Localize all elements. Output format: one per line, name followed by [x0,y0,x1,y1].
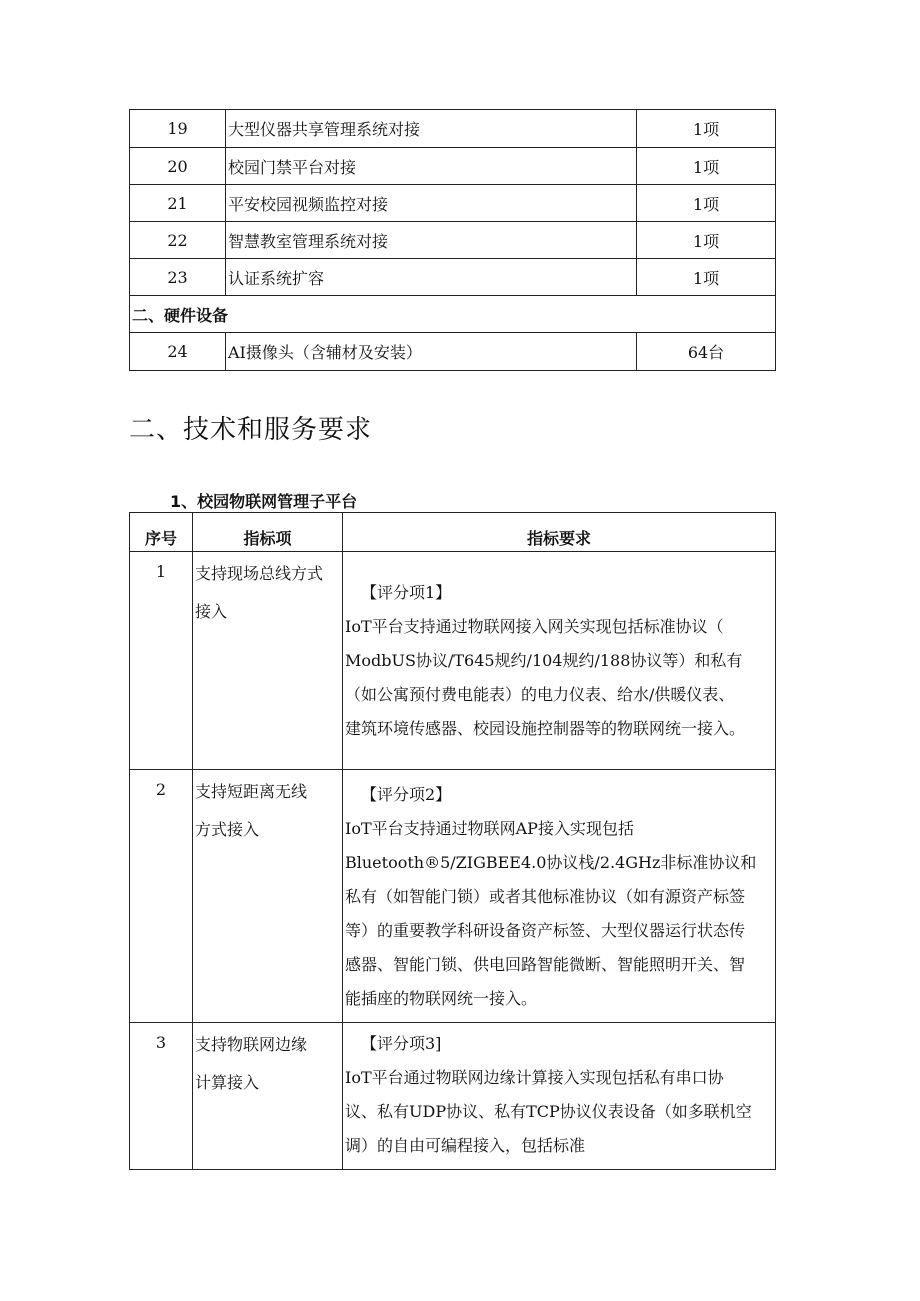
row-name: 校园门禁平台对接 [226,148,637,185]
requirement-line: 建筑环境传感器、校园设施控制器等的物联网统一接入。 [345,719,746,738]
row-requirement [343,552,776,770]
row-number: 1 [130,552,193,770]
row-requirement [343,1023,776,1170]
row-item [193,770,343,1023]
item-line: 接入 [195,602,228,621]
row-quantity: 1项 [637,110,776,148]
subsection-heading: 1、校园物联网管理子平台 [170,492,358,511]
requirement-line: 能插座的物联网统一接入。 [345,989,538,1008]
row-number: 22 [130,222,226,259]
requirements-table [129,512,776,1170]
table-row [130,1023,776,1170]
row-number: 19 [130,110,226,148]
row-number: 24 [130,333,226,371]
row-requirement [343,770,776,1023]
row-item [193,552,343,770]
table-row [130,333,776,371]
row-name: AI摄像头（含辅材及安装） [226,333,637,371]
row-name: 智慧教室管理系统对接 [226,222,637,259]
row-number: 23 [130,259,226,296]
section-title: 二、硬件设备 [130,296,776,333]
row-quantity: 1项 [637,259,776,296]
row-name: 平安校园视频监控对接 [226,185,637,222]
item-line: 支持短距离无线 [195,782,308,801]
item-line: 支持现场总线方式 [195,564,324,583]
table-row [130,222,776,259]
row-quantity: 1项 [637,148,776,185]
requirement-line: ModbUS协议/T645规约/104规约/188协议等）和私有 [345,651,743,670]
item-line: 计算接入 [195,1073,260,1092]
scoring-tag: 【评分项3] [361,1034,442,1053]
table-row [130,110,776,148]
row-number: 20 [130,148,226,185]
section-row [130,296,776,333]
header-item: 指标项 [193,513,343,552]
requirement-line: 私有（如智能门锁）或者其他标准协议（如有源资产标签 [345,887,746,906]
row-name: 大型仪器共享管理系统对接 [226,110,637,148]
requirement-line: （如公寓预付费电能表）的电力仪表、给水/供暖仪表、 [345,685,735,704]
item-line: 支持物联网边缘 [195,1035,308,1054]
requirement-line: IoT平台支持通过物联网接入网关实现包括标准协议（ [345,617,724,636]
requirement-line: 等）的重要教学科研设备资产标签、大型仪器运行状态传 [345,921,746,940]
requirement-line: IoT平台通过物联网边缘计算接入实现包括私有串口协 [345,1068,724,1087]
scoring-tag: 【评分项1】 [361,583,452,602]
row-name: 认证系统扩容 [226,259,637,296]
item-line: 方式接入 [195,820,260,839]
requirement-line: Bluetooth®5/ZIGBEE4.0协议栈/2.4GHz非标准协议和 [345,853,757,872]
header-requirement: 指标要求 [343,513,776,552]
table-row [130,552,776,770]
table-row [130,148,776,185]
row-quantity: 1项 [637,222,776,259]
requirement-line: 议、私有UDP协议、私有TCP协议仪表设备（如多联机空 [345,1102,752,1121]
table-row [130,259,776,296]
section-heading: 二、技术和服务要求 [129,415,373,445]
table-row [130,770,776,1023]
table-header-row [130,513,776,552]
row-number: 3 [130,1023,193,1170]
requirement-line: 感器、智能门锁、供电回路智能微断、智能照明开关、智 [345,955,746,974]
requirement-line: 调）的自由可编程接入，包括标准 [345,1136,586,1155]
row-quantity: 1项 [637,185,776,222]
row-quantity: 64台 [637,333,776,371]
row-number: 21 [130,185,226,222]
scoring-tag: 【评分项2】 [361,785,452,804]
header-number: 序号 [130,513,193,552]
requirement-line: IoT平台支持通过物联网AP接入实现包括 [345,819,634,838]
row-number: 2 [130,770,193,1023]
equipment-list-table [129,109,776,371]
table-row [130,185,776,222]
row-item [193,1023,343,1170]
